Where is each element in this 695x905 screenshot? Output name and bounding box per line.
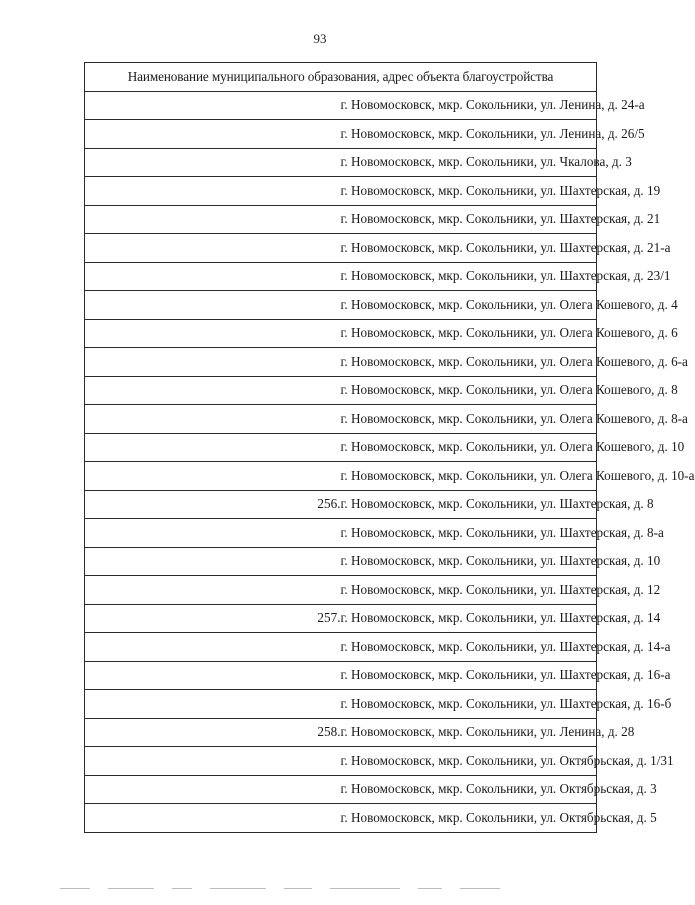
table-row	[85, 291, 597, 320]
address-cell: г. Новомосковск, мкр. Сокольники, ул. Олега Кошевого, д. 6-а	[341, 348, 597, 377]
address-cell: г. Новомосковск, мкр. Сокольники, ул. Октябрьская, д. 5	[341, 804, 597, 833]
address-cell: г. Новомосковск, мкр. Сокольники, ул. Шахтерская, д. 8-а	[341, 519, 597, 548]
row-number	[85, 519, 341, 548]
address-cell: г. Новомосковск, мкр. Сокольники, ул. Шахтерская, д. 19	[341, 177, 597, 206]
address-cell: г. Новомосковск, мкр. Сокольники, ул. Олега Кошевого, д. 4	[341, 291, 597, 320]
table-row	[85, 804, 597, 833]
address-cell: г. Новомосковск, мкр. Сокольники, ул. Шахтерская, д. 16-а	[341, 661, 597, 690]
page-number: 93	[313, 31, 327, 46]
table-row	[85, 747, 597, 776]
table-row	[85, 433, 597, 462]
table-row	[85, 348, 597, 377]
row-number	[85, 690, 341, 719]
address-cell: г. Новомосковск, мкр. Сокольники, ул. Октябрьская, д. 3	[341, 775, 597, 804]
row-number	[85, 547, 341, 576]
row-number	[85, 177, 341, 206]
row-number	[85, 234, 341, 263]
address-cell: г. Новомосковск, мкр. Сокольники, ул. Ленина, д. 26/5	[341, 120, 597, 149]
table-row	[85, 234, 597, 263]
row-number	[85, 319, 341, 348]
address-cell: г. Новомосковск, мкр. Сокольники, ул. Шахтерская, д. 12	[341, 576, 597, 605]
table-row	[85, 120, 597, 149]
row-number	[85, 462, 341, 491]
table-row	[85, 205, 597, 234]
row-number	[85, 262, 341, 291]
address-cell: г. Новомосковск, мкр. Сокольники, ул. Чкалова, д. 3	[341, 148, 597, 177]
table-row	[85, 576, 597, 605]
table-row	[85, 405, 597, 434]
row-number	[85, 433, 341, 462]
address-cell: г. Новомосковск, мкр. Сокольники, ул. Шахтерская, д. 16-б	[341, 690, 597, 719]
table-body	[85, 91, 695, 832]
address-cell: г. Новомосковск, мкр. Сокольники, ул. Олега Кошевого, д. 8-а	[341, 405, 597, 434]
address-cell: г. Новомосковск, мкр. Сокольники, ул. Шахтерская, д. 14	[341, 604, 597, 633]
address-cell: г. Новомосковск, мкр. Сокольники, ул. Шахтерская, д. 8	[341, 490, 597, 519]
address-cell: г. Новомосковск, мкр. Сокольники, ул. Шахтерская, д. 21	[341, 205, 597, 234]
row-number	[85, 291, 341, 320]
table-row	[85, 690, 597, 719]
row-number	[85, 661, 341, 690]
row-number	[85, 804, 341, 833]
row-number	[85, 148, 341, 177]
table-row	[85, 519, 597, 548]
row-number	[85, 205, 341, 234]
address-cell: г. Новомосковск, мкр. Сокольники, ул. Шахтерская, д. 14-а	[341, 633, 597, 662]
table-row	[85, 262, 597, 291]
row-number	[85, 120, 341, 149]
row-number: 258.	[85, 718, 341, 747]
address-cell: г. Новомосковск, мкр. Сокольники, ул. Шахтерская, д. 10	[341, 547, 597, 576]
table-row	[85, 633, 597, 662]
row-number	[85, 747, 341, 776]
address-cell: г. Новомосковск, мкр. Сокольники, ул. Шахтерская, д. 23/1	[341, 262, 597, 291]
address-cell: г. Новомосковск, мкр. Сокольники, ул. Олега Кошевого, д. 8	[341, 376, 597, 405]
address-cell: г. Новомосковск, мкр. Сокольники, ул. Олега Кошевого, д. 6	[341, 319, 597, 348]
table-row	[85, 177, 597, 206]
table-header-row	[85, 63, 597, 92]
table-row	[85, 376, 597, 405]
address-cell: г. Новомосковск, мкр. Сокольники, ул. Олега Кошевого, д. 10-а	[341, 462, 597, 491]
row-number	[85, 775, 341, 804]
address-cell: г. Новомосковск, мкр. Сокольники, ул. Ленина, д. 24-а	[341, 91, 597, 120]
row-number: 257.	[85, 604, 341, 633]
address-cell: г. Новомосковск, мкр. Сокольники, ул. Октябрьская, д. 1/31	[341, 747, 597, 776]
table-row	[85, 490, 597, 519]
table-header: Наименование муниципального образования, адрес объекта благоустройства	[85, 63, 597, 92]
row-number	[85, 348, 341, 377]
row-number	[85, 633, 341, 662]
row-number	[85, 405, 341, 434]
table-row	[85, 148, 597, 177]
table-row	[85, 604, 597, 633]
table-row	[85, 91, 597, 120]
table-row	[85, 462, 597, 491]
address-cell: г. Новомосковск, мкр. Сокольники, ул. Шахтерская, д. 21-а	[341, 234, 597, 263]
table-row	[85, 775, 597, 804]
row-number	[85, 91, 341, 120]
address-table	[84, 62, 695, 833]
row-number	[85, 576, 341, 605]
table-row	[85, 718, 597, 747]
table-row	[85, 661, 597, 690]
scan-artifact-marks	[60, 886, 580, 890]
row-number	[85, 376, 341, 405]
table-row	[85, 547, 597, 576]
table-row	[85, 319, 597, 348]
address-cell: г. Новомосковск, мкр. Сокольники, ул. Олега Кошевого, д. 10	[341, 433, 597, 462]
row-number: 256.	[85, 490, 341, 519]
address-cell: г. Новомосковск, мкр. Сокольники, ул. Ленина, д. 28	[341, 718, 597, 747]
